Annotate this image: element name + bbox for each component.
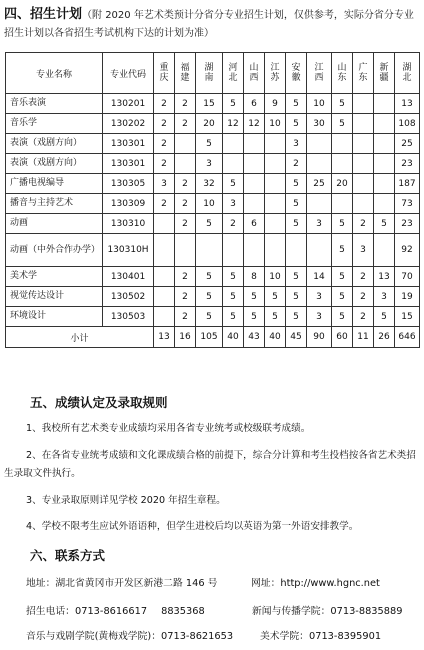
table-row — [6, 194, 420, 214]
quota-cell: 5 — [286, 194, 307, 214]
phone-label: 招生电话： — [26, 606, 75, 617]
quota-cell: 3 — [196, 154, 223, 174]
total-cell: 43 — [244, 327, 265, 348]
major-code: 130310 — [103, 214, 154, 234]
quota-cell: 2 — [175, 174, 196, 194]
major-name: 美术学 — [6, 267, 103, 287]
phone-number-2: 8835368 — [161, 606, 205, 617]
quota-cell: 2 — [175, 194, 196, 214]
quota-cell — [374, 174, 395, 194]
quota-cell — [307, 194, 332, 214]
quota-cell: 5 — [286, 94, 307, 114]
quota-cell: 3 — [286, 134, 307, 154]
quota-cell: 23 — [395, 214, 420, 234]
quota-cell: 3 — [374, 287, 395, 307]
quota-cell — [374, 94, 395, 114]
quota-cell: 2 — [154, 114, 175, 134]
quota-cell — [223, 234, 244, 267]
quota-cell — [332, 194, 353, 214]
quota-cell: 3 — [307, 307, 332, 327]
quota-cell — [244, 234, 265, 267]
quota-cell: 2 — [175, 114, 196, 134]
quota-cell: 70 — [395, 267, 420, 287]
quota-cell: 5 — [286, 287, 307, 307]
quota-cell: 5 — [332, 114, 353, 134]
quota-cell: 5 — [374, 307, 395, 327]
contact-art-school: 美术学院：0713-8395901 — [260, 631, 382, 642]
quota-cell: 2 — [175, 267, 196, 287]
quota-cell — [244, 154, 265, 174]
major-code: 130305 — [103, 174, 154, 194]
total-cell: 16 — [175, 327, 196, 348]
quota-cell — [353, 94, 374, 114]
quota-cell: 5 — [196, 287, 223, 307]
header-province: 新 疆 — [374, 53, 395, 94]
quota-cell: 6 — [244, 94, 265, 114]
quota-cell — [332, 154, 353, 174]
quota-cell: 2 — [175, 214, 196, 234]
quota-cell: 2 — [175, 94, 196, 114]
table-row — [6, 307, 420, 327]
header-province: 湖 南 — [196, 53, 223, 94]
major-code: 130202 — [103, 114, 154, 134]
quota-cell — [353, 174, 374, 194]
rule-paragraph-4: 4、学校不限考生应试外语语种，但学生进校后均以英语为第一外语安排教学。 — [26, 521, 359, 532]
quota-cell — [307, 234, 332, 267]
major-name: 环境设计 — [6, 307, 103, 327]
quota-cell: 5 — [223, 267, 244, 287]
quota-cell — [374, 234, 395, 267]
header-province: 江 西 — [307, 53, 332, 94]
quota-cell: 5 — [196, 134, 223, 154]
section6-heading: 六、联系方式 — [30, 548, 106, 563]
quota-cell — [244, 134, 265, 154]
quota-cell — [353, 134, 374, 154]
contact-music-school: 音乐与戏剧学院(黄梅戏学院)：0713-8621653 — [26, 631, 234, 642]
quota-cell: 8 — [244, 267, 265, 287]
quota-cell: 2 — [353, 214, 374, 234]
quota-cell — [154, 287, 175, 307]
quota-cell: 5 — [196, 267, 223, 287]
quota-cell: 3 — [307, 214, 332, 234]
quota-cell — [223, 134, 244, 154]
major-code: 130201 — [103, 94, 154, 114]
quota-cell — [154, 307, 175, 327]
header-province: 福 建 — [175, 53, 196, 94]
header-province: 湖 北 — [395, 53, 420, 94]
major-code: 130502 — [103, 287, 154, 307]
quota-cell: 13 — [395, 94, 420, 114]
quota-cell — [223, 154, 244, 174]
quota-cell — [265, 174, 286, 194]
rule-paragraph-2: 2、在各省专业统考成绩和文化课成绩合格的前提下，综合分计算和考生投档按各省艺术类招生录取文件执行。 — [4, 450, 416, 479]
quota-cell: 5 — [244, 287, 265, 307]
quota-cell: 3 — [353, 234, 374, 267]
quota-cell: 5 — [332, 234, 353, 267]
quota-cell: 20 — [196, 114, 223, 134]
quota-cell — [374, 134, 395, 154]
major-code: 130401 — [103, 267, 154, 287]
quota-cell: 5 — [223, 287, 244, 307]
quota-cell — [265, 134, 286, 154]
quota-cell: 2 — [175, 287, 196, 307]
quota-cell: 2 — [223, 214, 244, 234]
quota-cell: 6 — [244, 214, 265, 234]
quota-cell: 3 — [307, 287, 332, 307]
quota-cell — [265, 214, 286, 234]
header-province: 江 苏 — [265, 53, 286, 94]
rule-paragraph-1: 1、我校所有艺术类专业成绩均采用各省专业统考或校级联考成绩。 — [26, 423, 311, 434]
total-cell: 40 — [265, 327, 286, 348]
quota-cell: 5 — [286, 214, 307, 234]
quota-cell — [244, 174, 265, 194]
quota-cell: 2 — [353, 307, 374, 327]
quota-cell — [307, 154, 332, 174]
total-label: 小计 — [6, 327, 154, 348]
quota-cell: 5 — [196, 214, 223, 234]
quota-cell: 5 — [332, 214, 353, 234]
major-name: 播音与主持艺术 — [6, 194, 103, 214]
table-row — [6, 267, 420, 287]
quota-cell: 5 — [223, 174, 244, 194]
quota-cell: 5 — [223, 94, 244, 114]
quota-cell: 2 — [286, 154, 307, 174]
quota-cell: 5 — [374, 214, 395, 234]
table-header-row — [6, 53, 420, 94]
quota-cell: 10 — [265, 114, 286, 134]
quota-cell: 3 — [154, 174, 175, 194]
quota-cell: 19 — [395, 287, 420, 307]
contact-address: 地址：湖北省黄冈市开发区新港二路 146 号 — [26, 578, 218, 589]
quota-cell: 2 — [154, 94, 175, 114]
quota-cell: 32 — [196, 174, 223, 194]
quota-cell — [175, 134, 196, 154]
contact-website: 网址：http://www.hgnc.net — [251, 578, 380, 589]
quota-cell: 5 — [244, 307, 265, 327]
quota-cell: 5 — [332, 94, 353, 114]
major-name: 动画 — [6, 214, 103, 234]
quota-cell — [265, 154, 286, 174]
section4-note: （附 2020 年艺术类预计分省分专业招生计划，仅供参考，实际分省分专业招生计划以各省招生考试机构下达的计划为准） — [4, 10, 414, 39]
quota-cell: 108 — [395, 114, 420, 134]
rule-paragraph-3: 3、专业录取原则详见学校 2020 年招生章程。 — [26, 495, 226, 506]
quota-cell — [307, 134, 332, 154]
quota-cell — [374, 154, 395, 174]
major-name: 表演（戏剧方向） — [6, 134, 103, 154]
quota-cell: 12 — [244, 114, 265, 134]
major-name: 表演（戏剧方向） — [6, 154, 103, 174]
enrollment-plan-table — [5, 52, 420, 348]
quota-cell: 73 — [395, 194, 420, 214]
quota-cell — [374, 114, 395, 134]
quota-cell: 10 — [307, 94, 332, 114]
quota-cell — [154, 234, 175, 267]
phone-number-1: 0713-8616617 — [74, 606, 148, 617]
quota-cell: 5 — [196, 307, 223, 327]
section4-heading: 四、招生计划 — [4, 7, 83, 22]
quota-cell: 3 — [223, 194, 244, 214]
total-cell: 105 — [196, 327, 223, 348]
quota-cell: 5 — [332, 267, 353, 287]
quota-cell: 10 — [196, 194, 223, 214]
header-province: 河 北 — [223, 53, 244, 94]
quota-cell: 5 — [332, 287, 353, 307]
header-province: 安 徽 — [286, 53, 307, 94]
major-name: 音乐学 — [6, 114, 103, 134]
major-code: 130503 — [103, 307, 154, 327]
header-province: 山 西 — [244, 53, 265, 94]
major-name: 广播电视编导 — [6, 174, 103, 194]
quota-cell: 5 — [265, 307, 286, 327]
header-province: 山 东 — [332, 53, 353, 94]
quota-cell: 10 — [265, 267, 286, 287]
major-code: 130301 — [103, 154, 154, 174]
quota-cell: 187 — [395, 174, 420, 194]
major-name: 视觉传达设计 — [6, 287, 103, 307]
quota-cell — [265, 234, 286, 267]
major-code: 130301 — [103, 134, 154, 154]
quota-cell: 2 — [154, 194, 175, 214]
quota-cell — [175, 234, 196, 267]
header-major: 专业名称 — [6, 53, 103, 94]
quota-cell: 2 — [175, 307, 196, 327]
contact-news-school: 新闻与传播学院：0713-8835889 — [252, 606, 403, 617]
quota-cell — [353, 154, 374, 174]
quota-cell: 5 — [332, 307, 353, 327]
quota-cell: 23 — [395, 154, 420, 174]
quota-cell: 2 — [154, 134, 175, 154]
quota-cell — [244, 194, 265, 214]
quota-cell — [154, 214, 175, 234]
quota-cell: 2 — [154, 154, 175, 174]
quota-cell — [286, 234, 307, 267]
quota-cell — [196, 234, 223, 267]
quota-cell: 2 — [353, 267, 374, 287]
quota-cell — [353, 114, 374, 134]
quota-cell: 14 — [307, 267, 332, 287]
contact-admission-phone — [26, 603, 205, 617]
table-row — [6, 114, 420, 134]
quota-cell — [353, 194, 374, 214]
total-cell: 90 — [307, 327, 332, 348]
table-row — [6, 234, 420, 267]
table-row — [6, 174, 420, 194]
total-cell: 40 — [223, 327, 244, 348]
major-code: 130310H — [103, 234, 154, 267]
header-code: 专业代码 — [103, 53, 154, 94]
table-row — [6, 154, 420, 174]
section4-title — [4, 6, 420, 42]
quota-cell — [154, 267, 175, 287]
major-code: 130309 — [103, 194, 154, 214]
table-row — [6, 287, 420, 307]
quota-cell: 13 — [374, 267, 395, 287]
total-cell: 45 — [286, 327, 307, 348]
quota-cell — [175, 154, 196, 174]
header-province: 重 庆 — [154, 53, 175, 94]
quota-cell: 2 — [353, 287, 374, 307]
quota-cell: 5 — [223, 307, 244, 327]
table-row — [6, 214, 420, 234]
quota-cell: 92 — [395, 234, 420, 267]
total-cell: 646 — [395, 327, 420, 348]
quota-cell: 5 — [265, 287, 286, 307]
quota-cell: 15 — [395, 307, 420, 327]
total-cell: 13 — [154, 327, 175, 348]
table-row — [6, 94, 420, 114]
quota-cell — [374, 194, 395, 214]
total-cell: 26 — [374, 327, 395, 348]
quota-cell: 5 — [286, 267, 307, 287]
quota-cell: 9 — [265, 94, 286, 114]
major-name: 音乐表演 — [6, 94, 103, 114]
header-province: 广 东 — [353, 53, 374, 94]
table-row — [6, 134, 420, 154]
quota-cell: 12 — [223, 114, 244, 134]
quota-cell: 25 — [395, 134, 420, 154]
quota-cell: 25 — [307, 174, 332, 194]
quota-cell: 15 — [196, 94, 223, 114]
section5-heading: 五、成绩认定及录取规则 — [30, 395, 168, 410]
quota-cell: 20 — [332, 174, 353, 194]
total-cell: 11 — [353, 327, 374, 348]
quota-cell: 30 — [307, 114, 332, 134]
major-name: 动画（中外合作办学） — [6, 234, 103, 267]
total-row — [6, 327, 420, 348]
quota-cell — [265, 194, 286, 214]
quota-cell: 5 — [286, 307, 307, 327]
quota-cell: 5 — [286, 174, 307, 194]
quota-cell — [332, 134, 353, 154]
total-cell: 60 — [332, 327, 353, 348]
quota-cell: 5 — [286, 114, 307, 134]
